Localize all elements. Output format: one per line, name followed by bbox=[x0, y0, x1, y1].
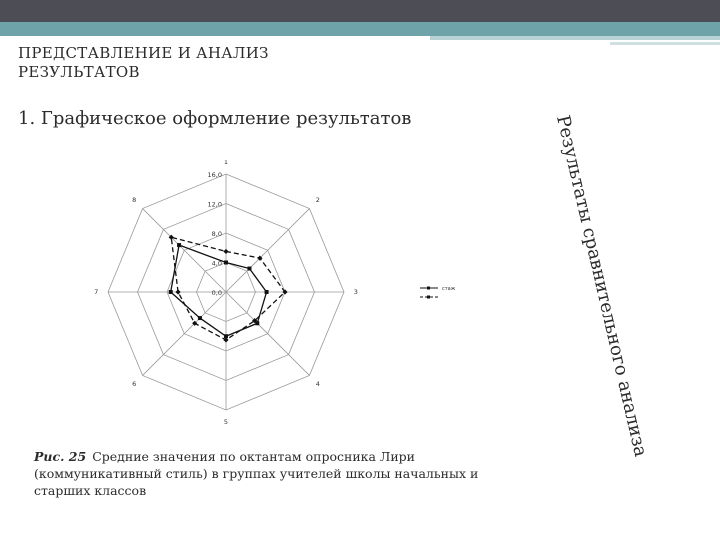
radar-point bbox=[223, 249, 228, 254]
radar-grid bbox=[94, 160, 358, 426]
radar-point bbox=[265, 290, 269, 294]
legend-entry-label: стаж bbox=[442, 286, 456, 292]
radar-point bbox=[224, 261, 228, 265]
radar-point bbox=[175, 289, 180, 294]
top-teal-band bbox=[0, 22, 720, 36]
top-accent-stripe bbox=[430, 36, 720, 40]
legend-marker-0 bbox=[427, 287, 430, 290]
radar-axis-label: 1 bbox=[223, 160, 229, 167]
radar-chart-figure bbox=[80, 160, 520, 440]
figure-caption bbox=[34, 448, 494, 499]
radar-ring-label: 12,0 bbox=[207, 200, 222, 209]
side-rotated-text: Результаты сравнительного анализа bbox=[552, 113, 652, 459]
slide-title-line-1: ПРЕДСТАВЛЕНИЕ И АНАЛИЗ bbox=[18, 44, 269, 62]
slide-title-line-2: РЕЗУЛЬТАТОВ bbox=[18, 63, 140, 81]
radar-series-line-1 bbox=[171, 237, 285, 340]
radar-ring-label: 4,0 bbox=[211, 259, 222, 268]
radar-point bbox=[177, 243, 181, 247]
radar-ring-label: 0,0 bbox=[211, 289, 222, 297]
caption-text: Средние значения по октантам опросника Лири (коммуникативный стиль) в группах учителей школы начальных и старших классов bbox=[34, 449, 479, 498]
radar-legend bbox=[420, 286, 456, 299]
radar-point bbox=[169, 290, 173, 294]
slide-subtitle: 1. Графическое оформление результатов bbox=[18, 108, 412, 129]
radar-axis-label: 3 bbox=[353, 288, 358, 296]
radar-chart bbox=[80, 160, 520, 440]
top-accent-stripe-small bbox=[610, 42, 720, 45]
radar-series bbox=[169, 235, 288, 343]
radar-ring-label: 8,0 bbox=[211, 230, 222, 238]
slide-title bbox=[18, 44, 418, 82]
radar-axis-label: 5 bbox=[223, 417, 229, 426]
caption-label: Рис. 25 bbox=[34, 449, 87, 464]
radar-point bbox=[198, 316, 202, 320]
radar-axis-label: 2 bbox=[315, 196, 320, 205]
radar-axis-label: 4 bbox=[315, 379, 320, 388]
legend-marker-1 bbox=[427, 296, 430, 299]
radar-axis-label: 7 bbox=[94, 288, 99, 296]
radar-ring-label: 16,0 bbox=[207, 171, 222, 179]
top-dark-band bbox=[0, 0, 720, 22]
radar-axis-label: 6 bbox=[132, 379, 137, 388]
radar-point bbox=[247, 267, 251, 271]
radar-axis-label: 8 bbox=[132, 196, 137, 205]
top-decoration-bar bbox=[0, 0, 720, 36]
